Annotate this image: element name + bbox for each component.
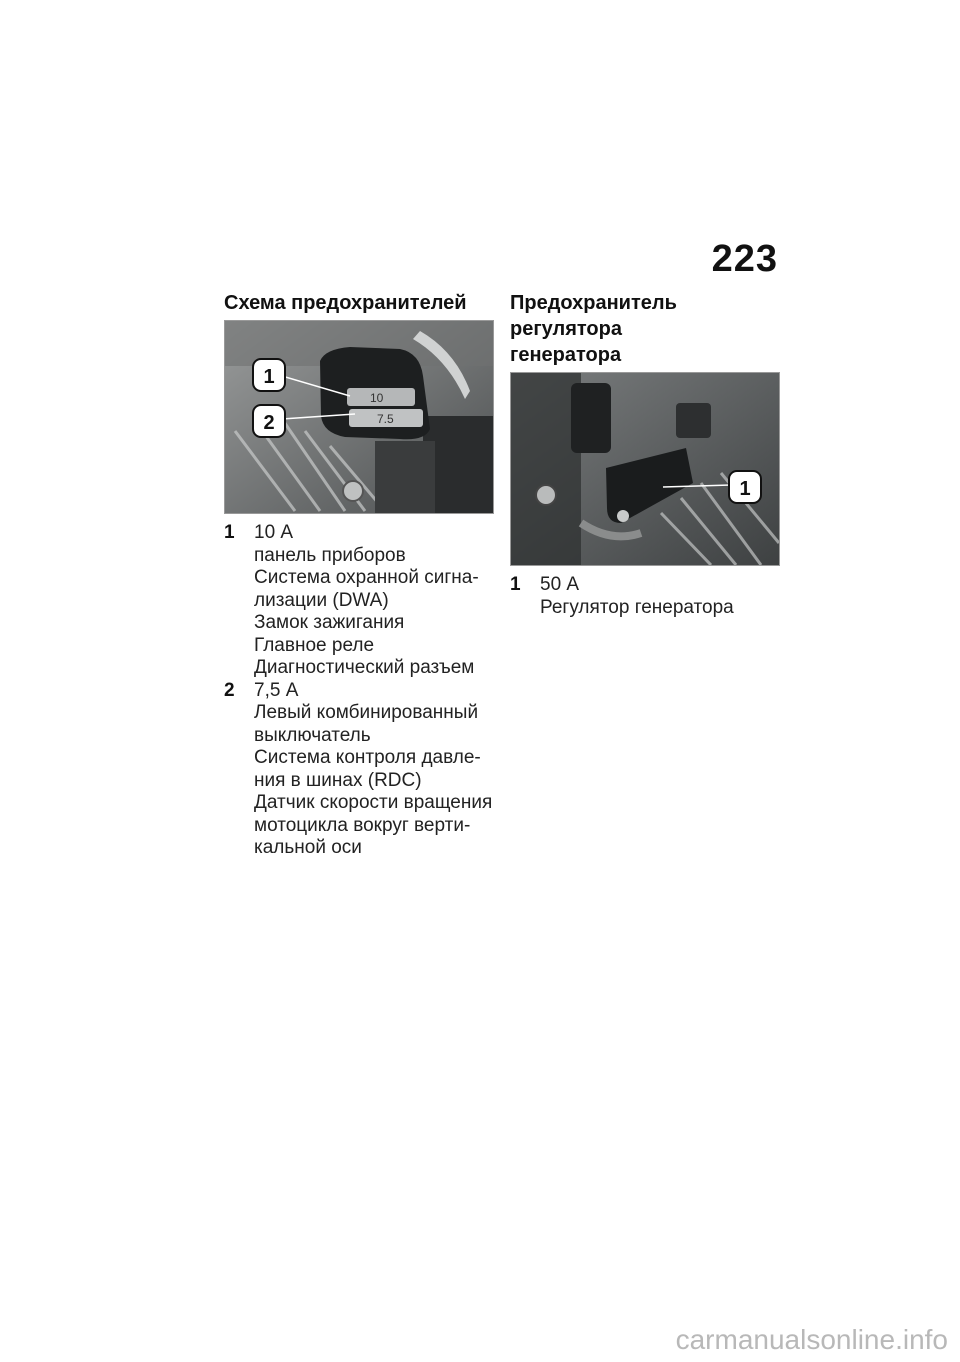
regulator-fuse-photo — [510, 372, 780, 566]
legend-line: Система охранной сигна- — [254, 567, 479, 588]
legend-line: Датчик скорости вращения — [254, 792, 493, 813]
legend-line: Замок зажигания — [254, 612, 405, 633]
legend-number: 2 — [224, 679, 235, 701]
legend-line: 50 А — [540, 574, 580, 595]
legend-line: Левый комбинированный — [254, 702, 479, 723]
legend-line: 10 А — [254, 522, 294, 543]
section-heading: Схема предохранителей — [224, 292, 467, 314]
legend-line: Диагностический разъем — [254, 657, 475, 678]
fuse-label-7-5: 7.5 — [377, 412, 394, 426]
fuse-box-photo — [224, 320, 494, 514]
fuse-label-10: 10 — [370, 391, 384, 405]
legend-line: лизации (DWA) — [254, 589, 389, 611]
heading-line: Предохранитель регулятора — [510, 292, 677, 340]
section-heading — [510, 290, 780, 368]
legend-line: ния в шинах (RDC) — [254, 769, 422, 791]
callout-1: 1 — [263, 366, 275, 388]
legend-line: панель приборов — [254, 544, 406, 566]
callout-2: 2 — [263, 412, 275, 434]
fuse-legend — [224, 522, 494, 860]
legend-number: 1 — [510, 574, 521, 595]
legend-item — [224, 680, 494, 860]
legend-line: мотоцикла вокруг верти- — [254, 814, 471, 836]
legend-item — [224, 522, 494, 680]
legend-line: Регулятор генератора — [540, 596, 734, 618]
legend-line: 7,5 А — [254, 679, 299, 701]
regulator-fuse-section — [510, 290, 780, 619]
regulator-fuse-legend — [510, 574, 780, 619]
legend-item — [510, 574, 780, 619]
heading-line: генератора — [510, 344, 622, 366]
legend-line: кальной оси — [254, 837, 362, 858]
page-number: 223 — [711, 238, 778, 280]
fuse-diagram-section — [224, 290, 494, 860]
legend-line: Главное реле — [254, 634, 375, 656]
legend-line: Система контроля давле- — [254, 747, 481, 768]
watermark: carmanualsonline.info — [675, 1324, 948, 1355]
legend-line: выключатель — [254, 724, 371, 746]
legend-number: 1 — [224, 522, 235, 543]
callout-1: 1 — [739, 478, 751, 500]
